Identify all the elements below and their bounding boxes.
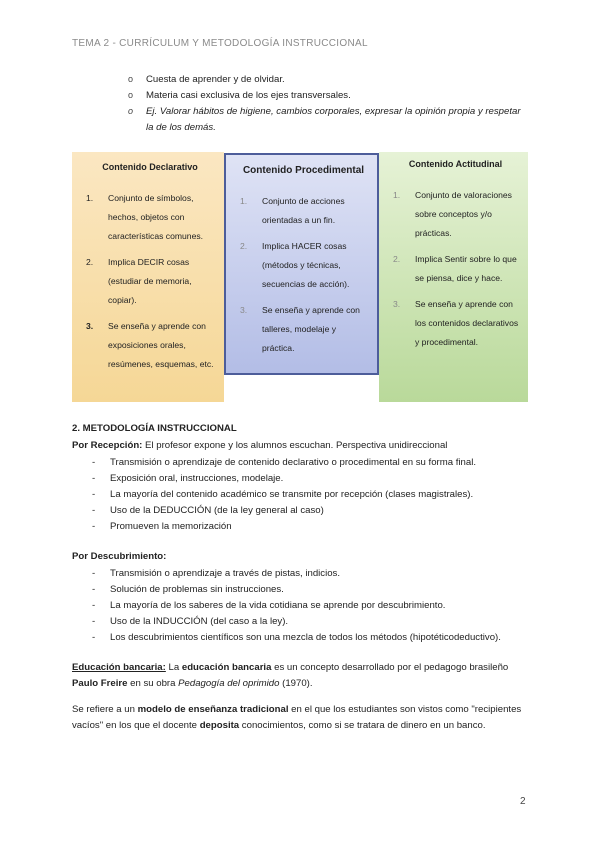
page-number: 2 <box>520 796 526 807</box>
attitudinal-column <box>379 152 528 402</box>
list-item: o Materia casi exclusiva de los ejes transversales. <box>126 88 526 104</box>
list-item: - Transmisión o aprendizaje de contenido declarativo o procedimental en su forma final. <box>92 455 532 471</box>
page-header: TEMA 2 - CURRÍCULUM Y METODOLOGÍA INSTRUCCIONAL <box>72 38 368 49</box>
section-title: 2. METODOLOGÍA INSTRUCCIONAL <box>72 423 237 434</box>
list-item: - Solución de problemas sin instrucciones. <box>92 582 532 598</box>
column-title: Contenido Actitudinal <box>408 159 503 169</box>
list-item: - Uso de la DEDUCCIÓN (de la ley general al caso) <box>92 503 532 519</box>
content-types-table <box>72 152 528 402</box>
procedural-column <box>224 153 379 375</box>
list-item: 3. Se enseña y aprende con talleres, modelaje y práctica. <box>240 305 360 353</box>
top-bullet-list <box>126 72 526 136</box>
list-item: 1. Conjunto de valoraciones sobre conceptos y/o prácticas. <box>393 190 512 238</box>
recepcion-intro: Por Recepción: El profesor expone y los alumnos escuchan. Perspectiva unidireccional <box>72 440 448 451</box>
recepcion-list <box>92 455 532 535</box>
column-title: Contenido Procedimental <box>242 165 365 176</box>
descubrimiento-title: Por Descubrimiento: <box>72 551 167 562</box>
descubrimiento-list <box>92 566 532 646</box>
list-item: - Transmisión o aprendizaje a través de pistas, indicios. <box>92 566 532 582</box>
list-item: 2. Implica HACER cosas (métodos y técnicas, secuencias de acción). <box>240 241 350 289</box>
refiere-paragraph: Se refiere a un modelo de enseñanza tradicional en el que los estudiantes son vistos como "recipientes vacíos" en los que el docente deposita conocimientos, como si se tratara de dinero en un banco. <box>72 704 522 731</box>
declarative-column <box>72 152 224 402</box>
bancaria-paragraph: Educación bancaria: La educación bancaria es un concepto desarrollado por el pedagogo brasileño Paulo Freire en su obra Pedagogía del oprimido (1970). <box>72 662 509 689</box>
list-item: - Promueven la memorización <box>92 519 532 535</box>
list-item: - La mayoría de los saberes de la vida cotidiana se aprende por descubrimiento. <box>92 598 532 614</box>
list-item: o Cuesta de aprender y de olvidar. <box>126 72 526 88</box>
list-item: - Exposición oral, instrucciones, modelaje. <box>92 471 532 487</box>
list-item: 3. Se enseña y aprende con los contenidos declarativos y procedimental. <box>393 299 519 347</box>
list-item: o Ej. Valorar hábitos de higiene, cambios corporales, expresar la opinión propia y respetar la de los demás. <box>126 104 526 136</box>
column-title: Contenido Declarativo <box>102 162 198 172</box>
list-item: 1. Conjunto de símbolos, hechos, objetos con características comunes. <box>86 193 204 241</box>
list-item: 2. Implica DECIR cosas (estudiar de memoria, copiar). <box>86 257 192 305</box>
list-item: 3. Se enseña y aprende con exposiciones orales, resúmenes, esquemas, etc. <box>86 321 214 369</box>
list-item: - Uso de la INDUCCIÓN (del caso a la ley). <box>92 614 532 630</box>
list-item: 2. Implica Sentir sobre lo que se piensa, dice y hace. <box>393 254 517 283</box>
list-item: - Los descubrimientos científicos son una mezcla de todos los métodos (hipotéticodeductivo). <box>92 630 532 646</box>
list-item: 1. Conjunto de acciones orientadas a un fin. <box>240 196 345 225</box>
list-item: - La mayoría del contenido académico se transmite por recepción (clases magistrales). <box>92 487 532 503</box>
